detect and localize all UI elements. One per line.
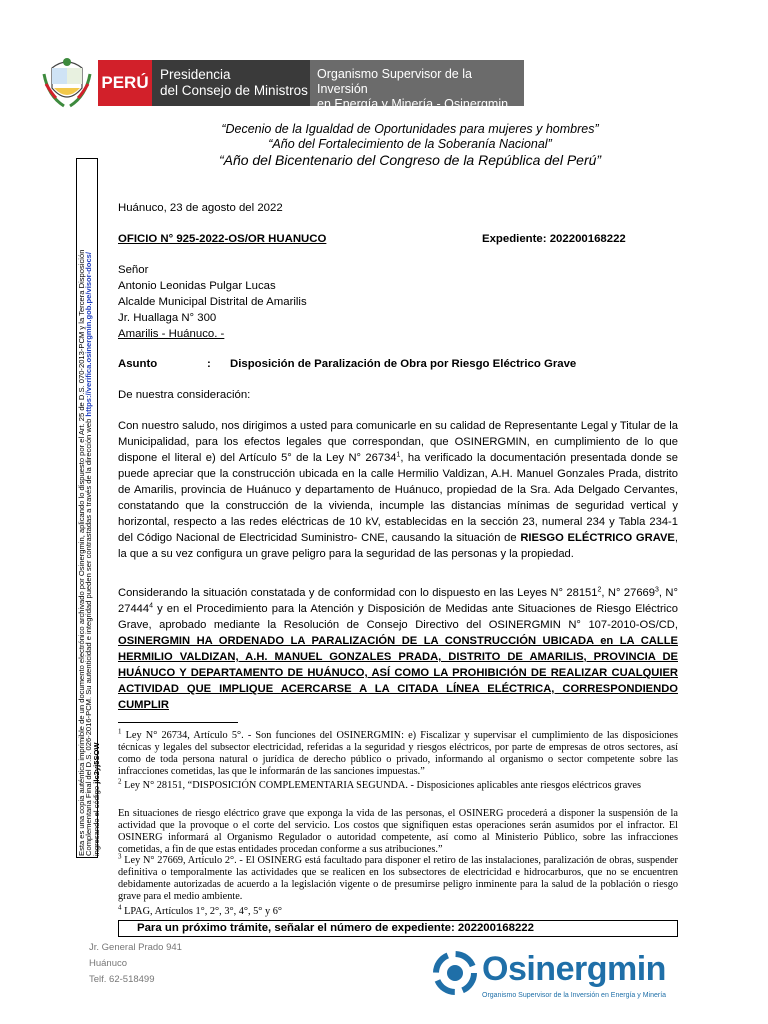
footnote-divider: [118, 722, 238, 723]
motto-1: “Decenio de la Igualdad de Oportunidades para mujeres y hombres”: [221, 122, 599, 136]
pcm-line-2: del Consejo de Ministros: [160, 83, 308, 98]
os-line-2: en Energía y Minería - Osinergmin: [317, 97, 509, 111]
motto-2: “Año del Fortalecimiento de la Soberanía Nacional”: [268, 137, 552, 151]
recipient-address: Jr. Huallaga N° 300: [118, 312, 217, 324]
recipient-position: Alcalde Municipal Distrital de Amarilis: [118, 296, 307, 308]
peru-label: PERÚ: [101, 73, 149, 92]
p2-text-a: Considerando la situación constatada y de conformidad con lo dispuesto en las Leyes N° 28151: [118, 587, 598, 599]
expediente-notice-box: Para un próximo trámite, señalar el número de expediente: 202200168222: [118, 920, 678, 937]
footnote-3-text: Ley N° 27669, Artículo 2°. - El OSINERG está facultado para disponer el retiro de las instalaciones, paralización de obras, suspender definitiva o temporalmente las actividades que se realicen en los subsectores de electricidad e hidrocarburos, que no se encuentren debidamente autorizadas de acuerdo a la legislación vigente o de presumirse peligro inminente para la salud de la población o riesgo grave para el medio ambiente.: [118, 855, 678, 902]
os-line-1: Organismo Supervisor de la Inversión: [317, 67, 472, 96]
logo-wordmark: Osinergmin: [482, 950, 666, 988]
p1-bold-riesgo: RIESGO ELÉCTRICO GRAVE: [520, 532, 675, 544]
peru-brand-block: [98, 60, 152, 106]
verification-link[interactable]: https://verifica.osinergmin.gob.pe/visor-docs/: [84, 252, 94, 417]
p2-footnote-ref-4: 4: [149, 602, 154, 610]
p2-text-b: , N° 27669: [601, 587, 655, 599]
asunto-text: Disposición de Paralización de Obra por Riesgo Eléctrico Grave: [230, 358, 577, 370]
paragraph-1: [118, 418, 678, 562]
footnote-2: [118, 777, 678, 792]
osinergmin-brand-block: [310, 60, 524, 111]
oficio-number: OFICIO N° 925-2022-OS/OR HUANUCO: [118, 233, 327, 245]
p1-text-c: , la que a su vez configura un grave peligro para la seguridad de las personas y la propiedad.: [118, 532, 678, 560]
letter-date: Huánuco, 23 de agosto del 2022: [118, 202, 283, 214]
p2-text-c: , N° 27444: [118, 587, 678, 615]
footnote-2-continuation: En situaciones de riesgo eléctrico grave que exponga la vida de las personas, el OSINERG procederá a disponer la suspensión de la actividad que la provoque o el corte del servicio. Los costos que signifiquen estas operaciones serán asumidos por el infractor. El OSINERG informará al Organismo Regulador o autoridad competente, así como al Ministerio Público, sobre las infracciones cometidas, a fin de que estas entidades procedan conforme a sus atribuciones.”: [118, 808, 678, 855]
footnote-3: [118, 852, 678, 903]
recipient-name: Antonio Leonidas Pulgar Lucas: [118, 280, 276, 292]
side-note-line-2: Complementaria Final del D.S. 026-2016-PCM. Su autenticidad e integridad pueden ser contrastadas a través de la dirección web: [84, 418, 94, 856]
p1-footnote-ref: 1: [396, 451, 401, 459]
logo-tagline: Organismo Supervisor de la Inversión en Energía y Minería: [482, 992, 667, 999]
footnote-3-number: 3: [118, 852, 122, 861]
recipient-city: Amarilis - Huánuco. -: [118, 328, 225, 340]
asunto-label: Asunto: [118, 358, 158, 370]
footnote-4-text: LPAG, Artículos 1°, 2°, 3°, 4°, 5° y 6°: [121, 906, 282, 917]
authenticity-side-note: [76, 158, 101, 858]
osinergmin-logo: [432, 948, 692, 1018]
recipient-title: Señor: [118, 264, 149, 276]
p2-bold-order: OSINERGMIN HA ORDENADO LA PARALIZACIÓN DE LA CONSTRUCCIÓN UBICADA en LA CALLE HERMILIO VALDIZAN, A.H. MANUEL GONZALES PRADA, DISTRITO DE AMARILIS, PROVINCIA DE HUÁNUCO Y DEPARTAMENTO DE HUÁNUCO, ASÍ COMO LA PROHIBICIÓN DE REALIZAR CUALQUIER ACTIVIDAD QUE IMPLIQUE ACERCARSE A LA CITADA LÍNEA ELÉCTRICA, CORRESPONDIENDO CUMPLIR: [118, 635, 678, 711]
footnote-1: [118, 727, 678, 778]
paragraph-2: [118, 585, 678, 713]
side-note-line-3: ingresando el código: [91, 785, 101, 856]
side-note-line-1: Esta es una copia auténtica imprimible de un documento electrónico archivado por Osinergmin, aplicando lo dispuesto por el Art. 25 de D.S. 070-2013-PCM y la Tercera Disposición: [77, 249, 86, 856]
motto-3: “Año del Bicentenario del Congreso de la República del Perú”: [218, 152, 602, 168]
footer-address-line-2: Huánuco: [89, 958, 128, 969]
footnote-1-text: Ley N° 26734, Artículo 5°. - Son funciones del OSINERGMIN: e) Fiscalizar y supervisar el cumplimiento de las disposiciones técnicas y legales del subsector electricidad, referidas a la seguridad y riesgos eléctricos, por parte de empresas de otros sectores, así como de toda persona natural o jurídica de derecho público o privado, informando al organismo o sector competente sobre las infracciones cometidas, las que le informarán de las sanciones impuestas.”: [118, 730, 678, 777]
footnote-4-number: 4: [118, 903, 122, 912]
p1-text-a: Con nuestro saludo, nos dirigimos a usted para comunicarle en su calidad de Representante Legal y Titular de la Municipalidad, para los efectos legales que correspondan, que OSINERGMIN, en cumplimiento de lo que dispone el literal e) del Artículo 5° de la Ley N° 26734: [118, 420, 678, 464]
p2-footnote-ref-3: 3: [655, 586, 659, 594]
greeting: De nuestra consideración:: [118, 389, 251, 401]
p2-footnote-ref-2: 2: [597, 586, 602, 594]
p1-text-b: , ha verificado la documentación presentada donde se puede apreciar que la construcción ubicada en la calle Hermilio Valdizan, A.H. Manuel Gonzales Prada, distrito de Amarilis, provincia de Huánuco y departamento de Huánuco, propiedad de la Sra. Ada Delgado Cervantes, constatando que la construcción de la vivienda, incumple las distancias mínimas de seguridad vertical y horizontal, respecto a las redes eléctricas de 10 kV, establecidas en la sección 23, numeral 234 y Tabla 234-1 del Código Nacional de Electricidad Suministro- CNE, causando la situación de: [118, 452, 678, 544]
footnote-1-number: 1: [118, 727, 122, 736]
verification-code: jlc2yj5SOW: [91, 742, 101, 784]
pcm-brand-block: [152, 60, 310, 106]
footer-address-line-1: Jr. General Prado 941: [89, 942, 182, 953]
footer-phone: Telf. 62-518499: [89, 974, 155, 985]
asunto-colon: :: [207, 358, 211, 370]
footnote-2-text: Ley N° 28151, “DISPOSICIÓN COMPLEMENTARIA SEGUNDA. - Disposiciones aplicables ante riesgos eléctricos graves: [121, 780, 641, 791]
expediente-number: Expediente: 202200168222: [482, 233, 626, 245]
footnote-2-number: 2: [118, 777, 122, 786]
peru-coat-of-arms-icon: [42, 54, 92, 110]
footnote-4: [118, 903, 678, 918]
p2-text-d: y en el Procedimiento para la Atención y Disposición de Medidas ante Situaciones de Riesgo Eléctrico Grave, aprobado mediante la Resolución de Consejo Directivo del OSINERGMIN N° 107-2010-OS/CD,: [118, 603, 678, 631]
osinergmin-logo-icon: [432, 950, 478, 996]
pcm-line-1: Presidencia: [160, 67, 231, 82]
